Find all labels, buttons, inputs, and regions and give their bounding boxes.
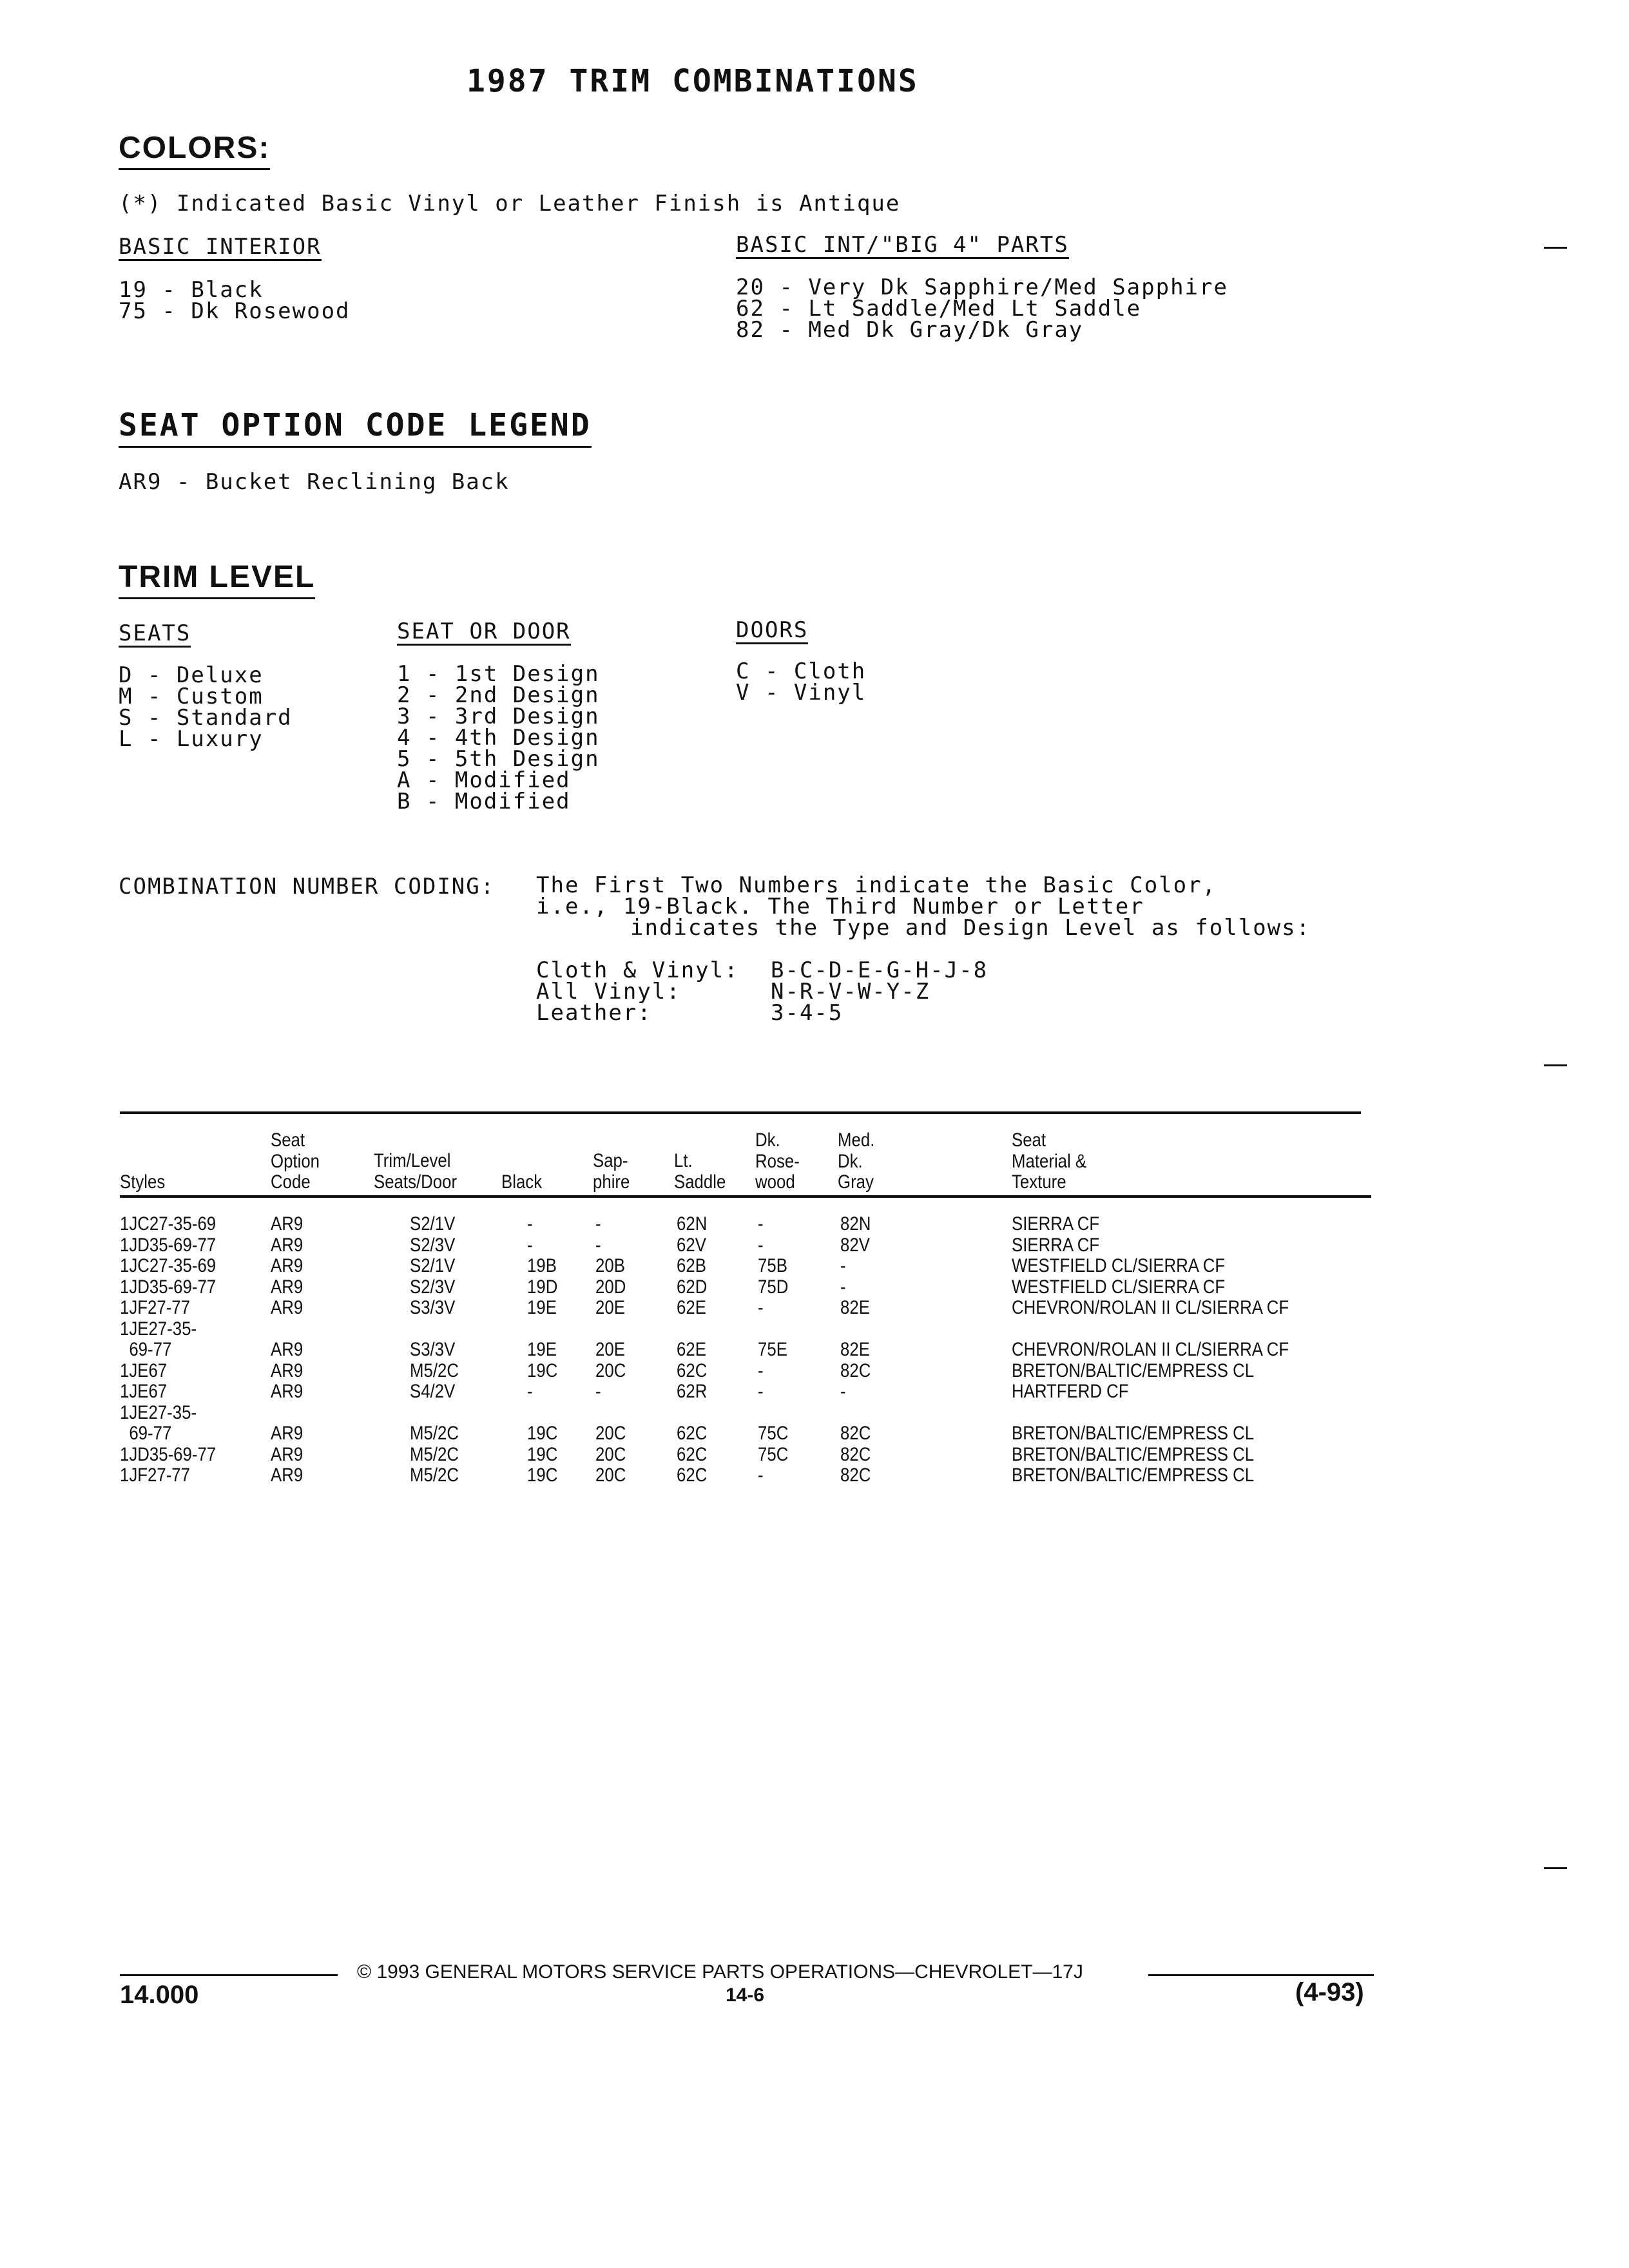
header-material: Seat Material & Texture [1012, 1129, 1087, 1193]
coding-type-labels [536, 957, 739, 1026]
cell-trim: M5/2C [410, 1465, 459, 1486]
basic-interior-item: 19 - Black [119, 277, 264, 303]
cell-sapphire: 20B [595, 1255, 625, 1276]
doors-header: DOORS [736, 617, 809, 643]
header-gray: Med. Dk. Gray [838, 1129, 875, 1193]
seats-header: SEATS [119, 620, 191, 646]
cell-rosewood: - [758, 1297, 764, 1318]
cell-gray: - [840, 1381, 846, 1402]
table-top-rule [120, 1111, 1361, 1114]
column-styles [120, 1214, 216, 1486]
cell-sapphire: 20D [595, 1276, 626, 1298]
seats-item: M - Custom [119, 684, 264, 709]
page-title: 1987 TRIM COMBINATIONS [467, 63, 919, 99]
coding-label: COMBINATION NUMBER CODING: [119, 874, 496, 899]
header-seat-code: Seat Option Code [271, 1129, 320, 1193]
seat-legend-heading: SEAT OPTION CODE LEGEND [119, 407, 592, 448]
row-spacer [527, 1403, 557, 1424]
row-spacer [758, 1403, 788, 1424]
cell-code: AR9 [271, 1443, 304, 1465]
doors-item: C - Cloth [736, 658, 867, 684]
big4-item: 62 - Lt Saddle/Med Lt Saddle [736, 296, 1142, 322]
cell-rosewood: 75C [758, 1443, 789, 1465]
cell-saddle: 62C [677, 1443, 708, 1465]
margin-mark [1544, 1867, 1567, 1869]
cell-code: AR9 [271, 1360, 304, 1381]
cell-gray: - [840, 1276, 846, 1298]
cell-saddle: 62B [677, 1255, 706, 1276]
footer-rule-right [1148, 1974, 1374, 1976]
column-black [527, 1214, 557, 1486]
big4-item: 82 - Med Dk Gray/Dk Gray [736, 317, 1084, 343]
cell-styles: 1JF27-77 [120, 1297, 191, 1318]
cell-gray: 82C [840, 1423, 871, 1444]
cell-trim: S2/3V [410, 1234, 456, 1256]
coding-line-1: The First Two Numbers indicate the Basic Color, [536, 872, 1217, 898]
cell-trim: S3/3V [410, 1339, 456, 1360]
cell-rosewood: 75C [758, 1423, 789, 1444]
cell-sapphire: 20E [595, 1339, 625, 1360]
seats-item: L - Luxury [119, 726, 264, 752]
header-trim-level: Trim/Level Seats/Door [374, 1150, 458, 1193]
row-spacer [595, 1319, 626, 1340]
cell-gray: 82V [840, 1234, 870, 1256]
coding-line-3: indicates the Type and Design Level as follows: [630, 915, 1311, 941]
basic-interior-item: 75 - Dk Rosewood [119, 298, 351, 324]
cell-material: BRETON/BALTIC/EMPRESS CL [1012, 1423, 1255, 1444]
cell-trim: S3/3V [410, 1297, 456, 1318]
trim-level-heading: TRIM LEVEL [119, 559, 315, 599]
cell-code: AR9 [271, 1423, 304, 1444]
cell-styles: 1JD35-69-77 [120, 1443, 217, 1465]
cell-styles: 1JE27-35- [120, 1401, 197, 1423]
antique-note: (*) Indicated Basic Vinyl or Leather Finish is Antique [119, 191, 901, 216]
design-item: B - Modified [397, 789, 571, 814]
cell-rosewood: 75E [758, 1339, 787, 1360]
cell-black: 19C [527, 1443, 558, 1465]
column-trim-level [410, 1214, 459, 1486]
cell-gray: 82E [840, 1339, 870, 1360]
cell-black: 19D [527, 1276, 558, 1298]
row-spacer [410, 1319, 459, 1340]
row-spacer [1012, 1319, 1289, 1340]
table-header-rule [120, 1195, 1371, 1198]
row-spacer [527, 1319, 557, 1340]
cell-sapphire: - [595, 1381, 601, 1402]
cell-rosewood: - [758, 1360, 764, 1381]
basic-interior-header: BASIC INTERIOR [119, 234, 322, 260]
footer-page-number: 14-6 [726, 1984, 765, 2006]
cell-saddle: 62C [677, 1360, 708, 1381]
cell-saddle: 62E [677, 1339, 706, 1360]
big4-header: BASIC INT/"BIG 4" PARTS [736, 232, 1069, 258]
cell-black: - [527, 1234, 533, 1256]
colors-heading: COLORS: [119, 130, 270, 170]
cell-gray: 82C [840, 1360, 871, 1381]
cell-trim: S2/3V [410, 1276, 456, 1298]
column-sapphire [595, 1214, 626, 1486]
cell-code: AR9 [271, 1297, 304, 1318]
cell-gray: 82E [840, 1297, 870, 1318]
cell-saddle: 62N [677, 1213, 708, 1235]
row-spacer [758, 1319, 788, 1340]
cell-code: AR9 [271, 1381, 304, 1402]
cell-styles: 1JD35-69-77 [120, 1234, 217, 1256]
coding-line-2: i.e., 19-Black. The Third Number or Letter [536, 894, 1144, 919]
cell-black: 19E [527, 1339, 557, 1360]
column-gray [840, 1214, 871, 1486]
cell-material: SIERRA CF [1012, 1213, 1100, 1235]
footer-copyright: © 1993 GENERAL MOTORS SERVICE PARTS OPERATIONS—CHEVROLET—17J [357, 1961, 1083, 1983]
cell-trim: M5/2C [410, 1423, 459, 1444]
cell-gray: 82C [840, 1465, 871, 1486]
row-spacer [595, 1403, 626, 1424]
design-item: 5 - 5th Design [397, 746, 600, 772]
row-spacer [1012, 1403, 1289, 1424]
cell-styles: 1JC27-35-69 [120, 1255, 217, 1276]
row-spacer [271, 1403, 303, 1424]
footer-date: (4-93) [1295, 1978, 1364, 2006]
cell-code: AR9 [271, 1234, 304, 1256]
footer-rule-left [120, 1974, 338, 1976]
doors-item: V - Vinyl [736, 680, 867, 706]
design-item: 2 - 2nd Design [397, 682, 600, 708]
coding-type-value: N-R-V-W-Y-Z [771, 979, 930, 1004]
coding-type-label: Cloth & Vinyl: [536, 957, 739, 983]
row-spacer [840, 1319, 871, 1340]
cell-trim: M5/2C [410, 1443, 459, 1465]
cell-styles: 1JE27-35- [120, 1318, 197, 1340]
cell-code: AR9 [271, 1465, 304, 1486]
column-material [1012, 1214, 1289, 1486]
cell-gray: 82N [840, 1213, 871, 1235]
cell-trim: S2/1V [410, 1213, 456, 1235]
cell-saddle: 62E [677, 1297, 706, 1318]
cell-styles: 1JE67 [120, 1360, 168, 1381]
cell-gray: 82C [840, 1443, 871, 1465]
seat-or-door-header: SEAT OR DOOR [397, 619, 571, 644]
cell-trim: S2/1V [410, 1255, 456, 1276]
cell-styles: 1JE67 [120, 1381, 168, 1402]
column-saddle [677, 1214, 707, 1486]
cell-sapphire: - [595, 1213, 601, 1235]
coding-type-label: All Vinyl: [536, 979, 681, 1004]
footer-section-number: 14.000 [120, 1981, 199, 2009]
margin-mark [1544, 247, 1567, 249]
design-item: 4 - 4th Design [397, 725, 600, 751]
row-spacer [677, 1319, 707, 1340]
coding-type-value: 3-4-5 [771, 1000, 843, 1026]
cell-material: SIERRA CF [1012, 1234, 1100, 1256]
cell-saddle: 62D [677, 1276, 708, 1298]
header-black: Black [501, 1171, 543, 1193]
margin-mark [1544, 1064, 1567, 1066]
cell-trim: M5/2C [410, 1360, 459, 1381]
cell-code: AR9 [271, 1213, 304, 1235]
cell-rosewood: - [758, 1234, 764, 1256]
cell-sapphire: 20C [595, 1360, 626, 1381]
cell-styles: 69-77 [120, 1339, 172, 1360]
cell-saddle: 62V [677, 1234, 706, 1256]
big4-item: 20 - Very Dk Sapphire/Med Sapphire [736, 274, 1228, 300]
cell-sapphire: 20E [595, 1297, 625, 1318]
cell-gray: - [840, 1255, 846, 1276]
cell-black: 19C [527, 1360, 558, 1381]
row-spacer [271, 1319, 303, 1340]
cell-black: 19B [527, 1255, 557, 1276]
cell-code: AR9 [271, 1339, 304, 1360]
header-sapphire: Sap- phire [593, 1150, 630, 1193]
cell-material: WESTFIELD CL/SIERRA CF [1012, 1276, 1226, 1298]
seat-legend-item: AR9 - Bucket Reclining Back [119, 469, 510, 495]
cell-material: CHEVRON/ROLAN II CL/SIERRA CF [1012, 1339, 1289, 1360]
design-item: A - Modified [397, 767, 571, 793]
cell-black: - [527, 1381, 533, 1402]
cell-material: CHEVRON/ROLAN II CL/SIERRA CF [1012, 1297, 1289, 1318]
coding-type-value: B-C-D-E-G-H-J-8 [771, 957, 988, 983]
cell-rosewood: - [758, 1213, 764, 1235]
cell-saddle: 62C [677, 1465, 708, 1486]
design-item: 1 - 1st Design [397, 661, 600, 687]
cell-material: BRETON/BALTIC/EMPRESS CL [1012, 1443, 1255, 1465]
seats-item: S - Standard [119, 705, 293, 731]
cell-sapphire: 20C [595, 1423, 626, 1444]
cell-rosewood: - [758, 1465, 764, 1486]
cell-rosewood: 75D [758, 1276, 789, 1298]
cell-material: WESTFIELD CL/SIERRA CF [1012, 1255, 1226, 1276]
row-spacer [840, 1403, 871, 1424]
cell-black: 19C [527, 1465, 558, 1486]
header-saddle: Lt. Saddle [674, 1150, 726, 1193]
row-spacer [410, 1403, 459, 1424]
cell-material: BRETON/BALTIC/EMPRESS CL [1012, 1465, 1255, 1486]
cell-styles: 1JD35-69-77 [120, 1276, 217, 1298]
header-styles: Styles [120, 1171, 166, 1193]
big4-list [736, 274, 1228, 343]
cell-saddle: 62C [677, 1423, 708, 1444]
seats-item: D - Deluxe [119, 662, 264, 688]
cell-styles: 1JC27-35-69 [120, 1213, 217, 1235]
cell-sapphire: 20C [595, 1443, 626, 1465]
column-rosewood [758, 1214, 788, 1486]
cell-material: BRETON/BALTIC/EMPRESS CL [1012, 1360, 1255, 1381]
cell-saddle: 62R [677, 1381, 708, 1402]
row-spacer [677, 1403, 707, 1424]
cell-trim: S4/2V [410, 1381, 456, 1402]
cell-black: 19E [527, 1297, 557, 1318]
cell-material: HARTFERD CF [1012, 1381, 1129, 1402]
cell-code: AR9 [271, 1276, 304, 1298]
seat-or-door-list [397, 661, 600, 814]
header-rosewood: Dk. Rose- wood [755, 1129, 800, 1193]
cell-sapphire: 20C [595, 1465, 626, 1486]
cell-sapphire: - [595, 1234, 601, 1256]
column-seat-code [271, 1214, 303, 1486]
seats-list [119, 662, 293, 752]
cell-code: AR9 [271, 1255, 304, 1276]
cell-styles: 69-77 [120, 1423, 172, 1444]
doors-list [736, 658, 867, 706]
cell-black: 19C [527, 1423, 558, 1444]
coding-type-values [771, 957, 988, 1026]
cell-rosewood: 75B [758, 1255, 787, 1276]
basic-interior-list [119, 277, 351, 324]
coding-type-label: Leather: [536, 1000, 652, 1026]
cell-rosewood: - [758, 1381, 764, 1402]
design-item: 3 - 3rd Design [397, 704, 600, 729]
cell-styles: 1JF27-77 [120, 1465, 191, 1486]
cell-black: - [527, 1213, 533, 1235]
